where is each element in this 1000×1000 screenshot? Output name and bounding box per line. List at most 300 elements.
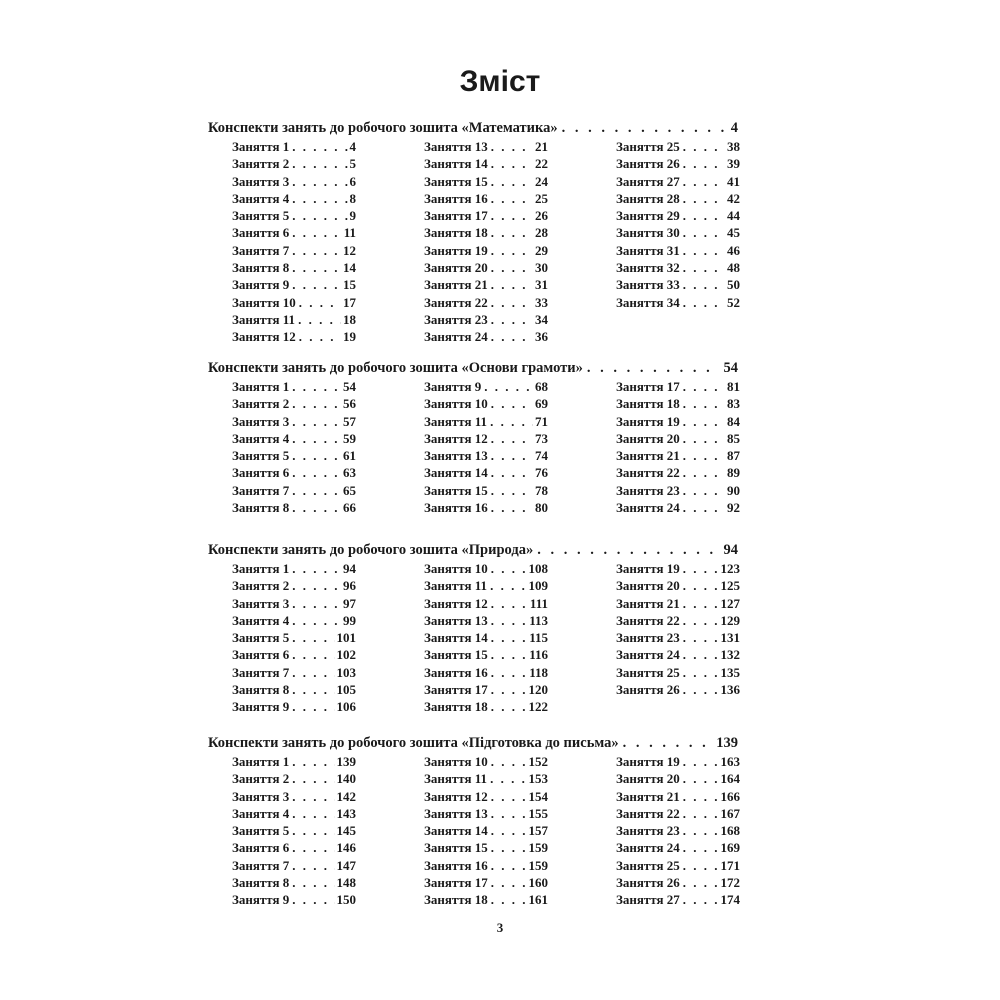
entry-page-number: 127 <box>720 595 740 611</box>
toc-entry[interactable] <box>232 173 356 190</box>
toc-entry[interactable] <box>232 224 356 241</box>
entry-page-number: 109 <box>528 578 548 594</box>
entry-page-number: 28 <box>535 225 548 241</box>
entry-label: Заняття 23 <box>616 823 680 839</box>
entry-label: Заняття 10 <box>424 396 488 412</box>
dot-leader <box>488 276 533 293</box>
toc-entry[interactable] <box>424 276 548 293</box>
entry-label: Заняття 12 <box>424 595 488 611</box>
toc-entry[interactable] <box>616 413 740 430</box>
dot-leader <box>680 839 719 856</box>
toc-entry[interactable] <box>232 378 356 395</box>
dot-leader <box>680 891 719 908</box>
dot-leader <box>680 155 725 172</box>
entry-page-number: 48 <box>727 260 740 276</box>
toc-entry[interactable] <box>616 447 740 464</box>
dot-leader <box>680 395 725 412</box>
dot-leader <box>289 874 334 891</box>
entry-page-number: 135 <box>720 664 740 680</box>
entry-page-number: 44 <box>727 208 740 224</box>
toc-entry[interactable] <box>616 224 740 241</box>
entry-page-number: 30 <box>535 260 548 276</box>
dot-leader <box>488 138 533 155</box>
entry-page-number: 113 <box>529 612 548 628</box>
entry-label: Заняття 14 <box>424 630 488 646</box>
dot-leader <box>488 294 533 311</box>
toc-entry[interactable] <box>424 430 548 447</box>
entries-column <box>616 138 740 311</box>
toc-entry[interactable] <box>424 595 548 612</box>
entry-label: Заняття 15 <box>424 482 488 498</box>
dot-leader <box>289 173 347 190</box>
dot-leader <box>488 311 533 328</box>
toc-entry[interactable] <box>232 413 356 430</box>
dot-leader <box>289 753 334 770</box>
dot-leader <box>488 224 533 241</box>
toc-entry[interactable] <box>424 482 548 499</box>
dot-leader <box>680 595 719 612</box>
entry-page-number: 24 <box>535 173 548 189</box>
toc-entry[interactable] <box>616 276 740 293</box>
toc-entry[interactable] <box>424 560 548 577</box>
entry-page-number: 68 <box>535 379 548 394</box>
toc-entry[interactable] <box>232 499 356 516</box>
dot-leader <box>488 839 527 856</box>
entry-label: Заняття 26 <box>616 682 680 698</box>
entry-page-number: 105 <box>336 682 356 698</box>
dot-leader <box>487 577 526 594</box>
entry-page-number: 21 <box>535 139 548 154</box>
toc-entry[interactable] <box>232 788 356 805</box>
dot-leader <box>488 874 527 891</box>
entry-page-number: 74 <box>535 448 548 464</box>
entry-label: Заняття 20 <box>616 430 680 446</box>
entry-label: Заняття 31 <box>616 242 680 258</box>
entry-page-number: 129 <box>720 612 740 628</box>
entries-column <box>616 560 740 698</box>
entry-label: Заняття 6 <box>232 840 290 856</box>
section-heading[interactable] <box>208 358 738 378</box>
toc-entry[interactable] <box>232 155 356 172</box>
entry-page-number: 90 <box>727 482 740 498</box>
toc-entry[interactable] <box>232 805 356 822</box>
entry-page-number: 26 <box>535 208 548 224</box>
toc-entry[interactable] <box>616 190 740 207</box>
entry-page-number: 163 <box>720 754 740 769</box>
entry-label: Заняття 11 <box>232 311 296 327</box>
entries-column <box>424 378 548 516</box>
entry-label: Заняття 2 <box>232 771 290 787</box>
entry-label: Заняття 7 <box>232 664 290 680</box>
toc-entry[interactable] <box>616 499 740 516</box>
dot-leader <box>680 646 719 663</box>
toc-entry[interactable] <box>424 753 548 770</box>
toc-entry[interactable] <box>616 560 740 577</box>
entry-label: Заняття 21 <box>424 277 488 293</box>
toc-section-handwriting <box>208 733 740 908</box>
entry-page-number: 92 <box>727 500 740 516</box>
dot-leader <box>533 540 717 560</box>
entry-page-number: 148 <box>336 875 356 891</box>
entry-label: Заняття 25 <box>616 857 680 873</box>
toc-entry[interactable] <box>232 311 356 328</box>
toc-entry[interactable] <box>232 395 356 412</box>
entry-label: Заняття 23 <box>616 482 680 498</box>
entry-page-number: 120 <box>528 682 548 698</box>
toc-entry[interactable] <box>232 482 356 499</box>
dot-leader <box>558 118 725 138</box>
toc-entry[interactable] <box>232 664 356 681</box>
dot-leader <box>680 413 725 430</box>
toc-entry[interactable] <box>232 464 356 481</box>
toc-entry[interactable] <box>616 646 740 663</box>
dot-leader <box>488 430 533 447</box>
toc-entry[interactable] <box>424 138 548 155</box>
dot-leader <box>488 259 533 276</box>
toc-entry[interactable] <box>424 207 548 224</box>
entry-label: Заняття 3 <box>232 173 290 189</box>
toc-entry[interactable] <box>424 328 548 345</box>
dot-leader <box>289 788 334 805</box>
entry-label: Заняття 24 <box>616 500 680 516</box>
entry-page-number: 159 <box>528 857 548 873</box>
toc-entry[interactable] <box>232 770 356 787</box>
toc-entry[interactable] <box>424 839 548 856</box>
dot-leader <box>289 770 334 787</box>
dot-leader <box>289 242 341 259</box>
toc-entry[interactable] <box>232 595 356 612</box>
toc-entry[interactable] <box>424 664 548 681</box>
dot-leader <box>680 378 725 395</box>
dot-leader <box>289 577 341 594</box>
dot-leader <box>487 770 526 787</box>
entry-label: Заняття 5 <box>232 208 290 224</box>
section-title: Конспекти занять до робочого зошита «Основи грамоти» <box>208 360 583 376</box>
toc-entry[interactable] <box>232 242 356 259</box>
entry-page-number: 139 <box>336 754 356 769</box>
toc-entry[interactable] <box>616 629 740 646</box>
entry-label: Заняття 16 <box>424 190 488 206</box>
toc-entry[interactable] <box>424 224 548 241</box>
entry-page-number: 6 <box>349 173 356 189</box>
entry-page-number: 34 <box>535 311 548 327</box>
toc-entry[interactable] <box>232 857 356 874</box>
toc-entry[interactable] <box>232 891 356 908</box>
entry-page-number: 76 <box>535 465 548 481</box>
toc-entry[interactable] <box>424 499 548 516</box>
dot-leader <box>488 173 533 190</box>
toc-entry[interactable] <box>424 770 548 787</box>
toc-entry[interactable] <box>616 595 740 612</box>
toc-entry[interactable] <box>424 805 548 822</box>
toc-entry[interactable] <box>424 577 548 594</box>
entry-label: Заняття 2 <box>232 578 290 594</box>
entry-page-number: 147 <box>336 857 356 873</box>
dot-leader <box>488 629 527 646</box>
entry-page-number: 15 <box>343 277 356 293</box>
toc-entry[interactable] <box>616 770 740 787</box>
entry-label: Заняття 8 <box>232 260 290 276</box>
dot-leader <box>488 753 527 770</box>
entry-label: Заняття 19 <box>424 242 488 258</box>
entry-page-number: 106 <box>336 699 356 715</box>
entry-label: Заняття 25 <box>616 139 680 154</box>
toc-entry[interactable] <box>424 698 548 715</box>
dot-leader <box>488 698 527 715</box>
entry-label: Заняття 4 <box>232 612 290 628</box>
entry-page-number: 146 <box>336 840 356 856</box>
toc-entry[interactable] <box>232 190 356 207</box>
toc-entry[interactable] <box>424 629 548 646</box>
toc-entry[interactable] <box>616 753 740 770</box>
entry-page-number: 8 <box>349 190 356 206</box>
entry-label: Заняття 22 <box>424 294 488 310</box>
entry-page-number: 131 <box>720 630 740 646</box>
toc-entry[interactable] <box>616 482 740 499</box>
toc-entry[interactable] <box>424 447 548 464</box>
entry-label: Заняття 21 <box>616 595 680 611</box>
toc-entry[interactable] <box>616 874 740 891</box>
dot-leader <box>289 430 341 447</box>
dot-leader <box>289 138 347 155</box>
toc-entry[interactable] <box>616 294 740 311</box>
entries-column <box>232 560 356 716</box>
toc-entry[interactable] <box>616 242 740 259</box>
entry-label: Заняття 4 <box>232 190 290 206</box>
dot-leader <box>488 646 527 663</box>
dot-leader <box>680 447 725 464</box>
entry-label: Заняття 8 <box>232 500 290 516</box>
entry-page-number: 150 <box>336 892 356 908</box>
toc-entry[interactable] <box>424 857 548 874</box>
toc-entry[interactable] <box>616 681 740 698</box>
entry-page-number: 155 <box>528 805 548 821</box>
entry-label: Заняття 10 <box>424 561 488 576</box>
entry-label: Заняття 15 <box>424 173 488 189</box>
entry-page-number: 85 <box>727 430 740 446</box>
toc-entry[interactable] <box>232 874 356 891</box>
entry-page-number: 108 <box>528 561 548 576</box>
entry-page-number: 33 <box>535 294 548 310</box>
dot-leader <box>488 560 527 577</box>
toc-entry[interactable] <box>232 447 356 464</box>
toc-entry[interactable] <box>232 328 356 345</box>
toc-entry[interactable] <box>616 857 740 874</box>
entry-page-number: 61 <box>343 448 356 464</box>
toc-entry[interactable] <box>424 612 548 629</box>
toc-entry[interactable] <box>424 681 548 698</box>
toc-entry[interactable] <box>616 664 740 681</box>
toc-entry[interactable] <box>616 577 740 594</box>
toc-entry[interactable] <box>232 276 356 293</box>
entry-page-number: 152 <box>528 754 548 769</box>
entry-page-number: 36 <box>535 329 548 345</box>
toc-entry[interactable] <box>424 891 548 908</box>
toc-entry[interactable] <box>232 646 356 663</box>
dot-leader <box>289 155 347 172</box>
toc-entry[interactable] <box>424 413 548 430</box>
toc-entry[interactable] <box>424 259 548 276</box>
toc-entry[interactable] <box>616 612 740 629</box>
entry-label: Заняття 13 <box>424 139 488 154</box>
toc-entry[interactable] <box>232 839 356 856</box>
toc-entry[interactable] <box>424 378 548 395</box>
entry-page-number: 69 <box>535 396 548 412</box>
section-page-number: 54 <box>723 360 738 376</box>
entry-page-number: 25 <box>535 190 548 206</box>
entry-page-number: 125 <box>720 578 740 594</box>
dot-leader <box>296 328 341 345</box>
entry-page-number: 122 <box>528 699 548 715</box>
entry-label: Заняття 9 <box>424 379 482 394</box>
toc-entry[interactable] <box>616 822 740 839</box>
entry-label: Заняття 5 <box>232 630 290 646</box>
dot-leader <box>289 207 347 224</box>
entry-label: Заняття 27 <box>616 173 680 189</box>
entry-page-number: 57 <box>343 413 356 429</box>
entry-page-number: 22 <box>535 156 548 172</box>
toc-entry[interactable] <box>424 788 548 805</box>
toc-entry[interactable] <box>424 464 548 481</box>
dot-leader <box>488 891 527 908</box>
dot-leader <box>488 395 533 412</box>
toc-entry[interactable] <box>232 629 356 646</box>
entry-page-number: 140 <box>336 771 356 787</box>
entry-label: Заняття 11 <box>424 771 488 787</box>
toc-entry[interactable] <box>424 822 548 839</box>
dot-leader <box>680 294 725 311</box>
toc-entry[interactable] <box>232 681 356 698</box>
entry-page-number: 59 <box>343 430 356 446</box>
dot-leader <box>289 698 334 715</box>
dot-leader <box>680 664 719 681</box>
dot-leader <box>289 805 334 822</box>
entry-page-number: 84 <box>727 413 740 429</box>
page-number: 3 <box>496 920 504 935</box>
dot-leader <box>289 224 341 241</box>
toc-entry[interactable] <box>424 311 548 328</box>
dot-leader <box>680 560 719 577</box>
entry-label: Заняття 19 <box>616 413 680 429</box>
toc-entry[interactable] <box>616 839 740 856</box>
dot-leader <box>680 822 719 839</box>
toc-entry[interactable] <box>616 430 740 447</box>
toc-entry[interactable] <box>424 874 548 891</box>
toc-entry[interactable] <box>232 753 356 770</box>
entry-label: Заняття 20 <box>424 260 488 276</box>
toc-entry[interactable] <box>232 294 356 311</box>
toc-entry[interactable] <box>424 242 548 259</box>
section-heading[interactable] <box>208 733 738 753</box>
toc-entry[interactable] <box>616 378 740 395</box>
toc-section-mathematics <box>208 118 740 345</box>
entry-page-number: 52 <box>727 294 740 310</box>
toc-entry[interactable] <box>232 560 356 577</box>
entry-page-number: 168 <box>720 823 740 839</box>
toc-entry[interactable] <box>616 207 740 224</box>
dot-leader <box>488 788 527 805</box>
dot-leader <box>289 646 334 663</box>
entry-label: Заняття 25 <box>616 664 680 680</box>
entry-page-number: 103 <box>336 664 356 680</box>
toc-entry[interactable] <box>424 294 548 311</box>
dot-leader <box>488 207 533 224</box>
dot-leader <box>488 155 533 172</box>
entry-label: Заняття 14 <box>424 156 488 172</box>
entry-page-number: 143 <box>336 805 356 821</box>
toc-entry[interactable] <box>616 464 740 481</box>
entry-label: Заняття 13 <box>424 805 488 821</box>
entry-label: Заняття 24 <box>616 647 680 663</box>
toc-entry[interactable] <box>424 646 548 663</box>
toc-entry[interactable] <box>424 155 548 172</box>
toc-entry[interactable] <box>616 155 740 172</box>
entry-page-number: 42 <box>727 190 740 206</box>
entry-label: Заняття 2 <box>232 396 290 412</box>
entry-page-number: 9 <box>349 208 356 224</box>
toc-entry[interactable] <box>616 259 740 276</box>
entry-label: Заняття 1 <box>232 379 290 394</box>
toc-entry[interactable] <box>232 577 356 594</box>
entry-label: Заняття 7 <box>232 242 290 258</box>
toc-entry[interactable] <box>616 138 740 155</box>
entry-page-number: 174 <box>720 892 740 908</box>
entry-page-number: 18 <box>343 311 356 327</box>
toc-entry[interactable] <box>232 822 356 839</box>
toc-entry[interactable] <box>232 207 356 224</box>
section-heading[interactable] <box>208 540 738 560</box>
dot-leader <box>680 612 719 629</box>
dot-leader <box>680 464 725 481</box>
toc-entry[interactable] <box>616 395 740 412</box>
entry-page-number: 11 <box>343 225 356 241</box>
toc-entry[interactable] <box>232 259 356 276</box>
toc-entry[interactable] <box>424 173 548 190</box>
section-heading[interactable] <box>208 118 738 138</box>
entry-page-number: 116 <box>529 647 548 663</box>
dot-leader <box>680 276 725 293</box>
section-page-number: 4 <box>730 120 738 136</box>
toc-entry[interactable] <box>616 891 740 908</box>
entry-label: Заняття 5 <box>232 448 290 464</box>
toc-entry[interactable] <box>424 190 548 207</box>
entries-column <box>232 378 356 516</box>
entry-label: Заняття 18 <box>616 396 680 412</box>
toc-entry[interactable] <box>616 805 740 822</box>
dot-leader <box>680 681 719 698</box>
dot-leader <box>488 805 527 822</box>
toc-entry[interactable] <box>232 612 356 629</box>
entries-column <box>232 753 356 909</box>
toc-entry[interactable] <box>232 430 356 447</box>
dot-leader <box>680 874 719 891</box>
entry-label: Заняття 13 <box>424 448 488 464</box>
entry-label: Заняття 33 <box>616 277 680 293</box>
dot-leader <box>680 629 719 646</box>
toc-entry[interactable] <box>424 395 548 412</box>
dot-leader <box>680 430 725 447</box>
toc-entry[interactable] <box>232 138 356 155</box>
entry-label: Заняття 6 <box>232 465 290 481</box>
toc-entry[interactable] <box>232 698 356 715</box>
entry-page-number: 65 <box>343 482 356 498</box>
toc-entry[interactable] <box>616 173 740 190</box>
dot-leader <box>289 822 334 839</box>
entry-label: Заняття 12 <box>424 788 488 804</box>
toc-entry[interactable] <box>616 788 740 805</box>
entry-label: Заняття 4 <box>232 430 290 446</box>
dot-leader <box>680 770 719 787</box>
